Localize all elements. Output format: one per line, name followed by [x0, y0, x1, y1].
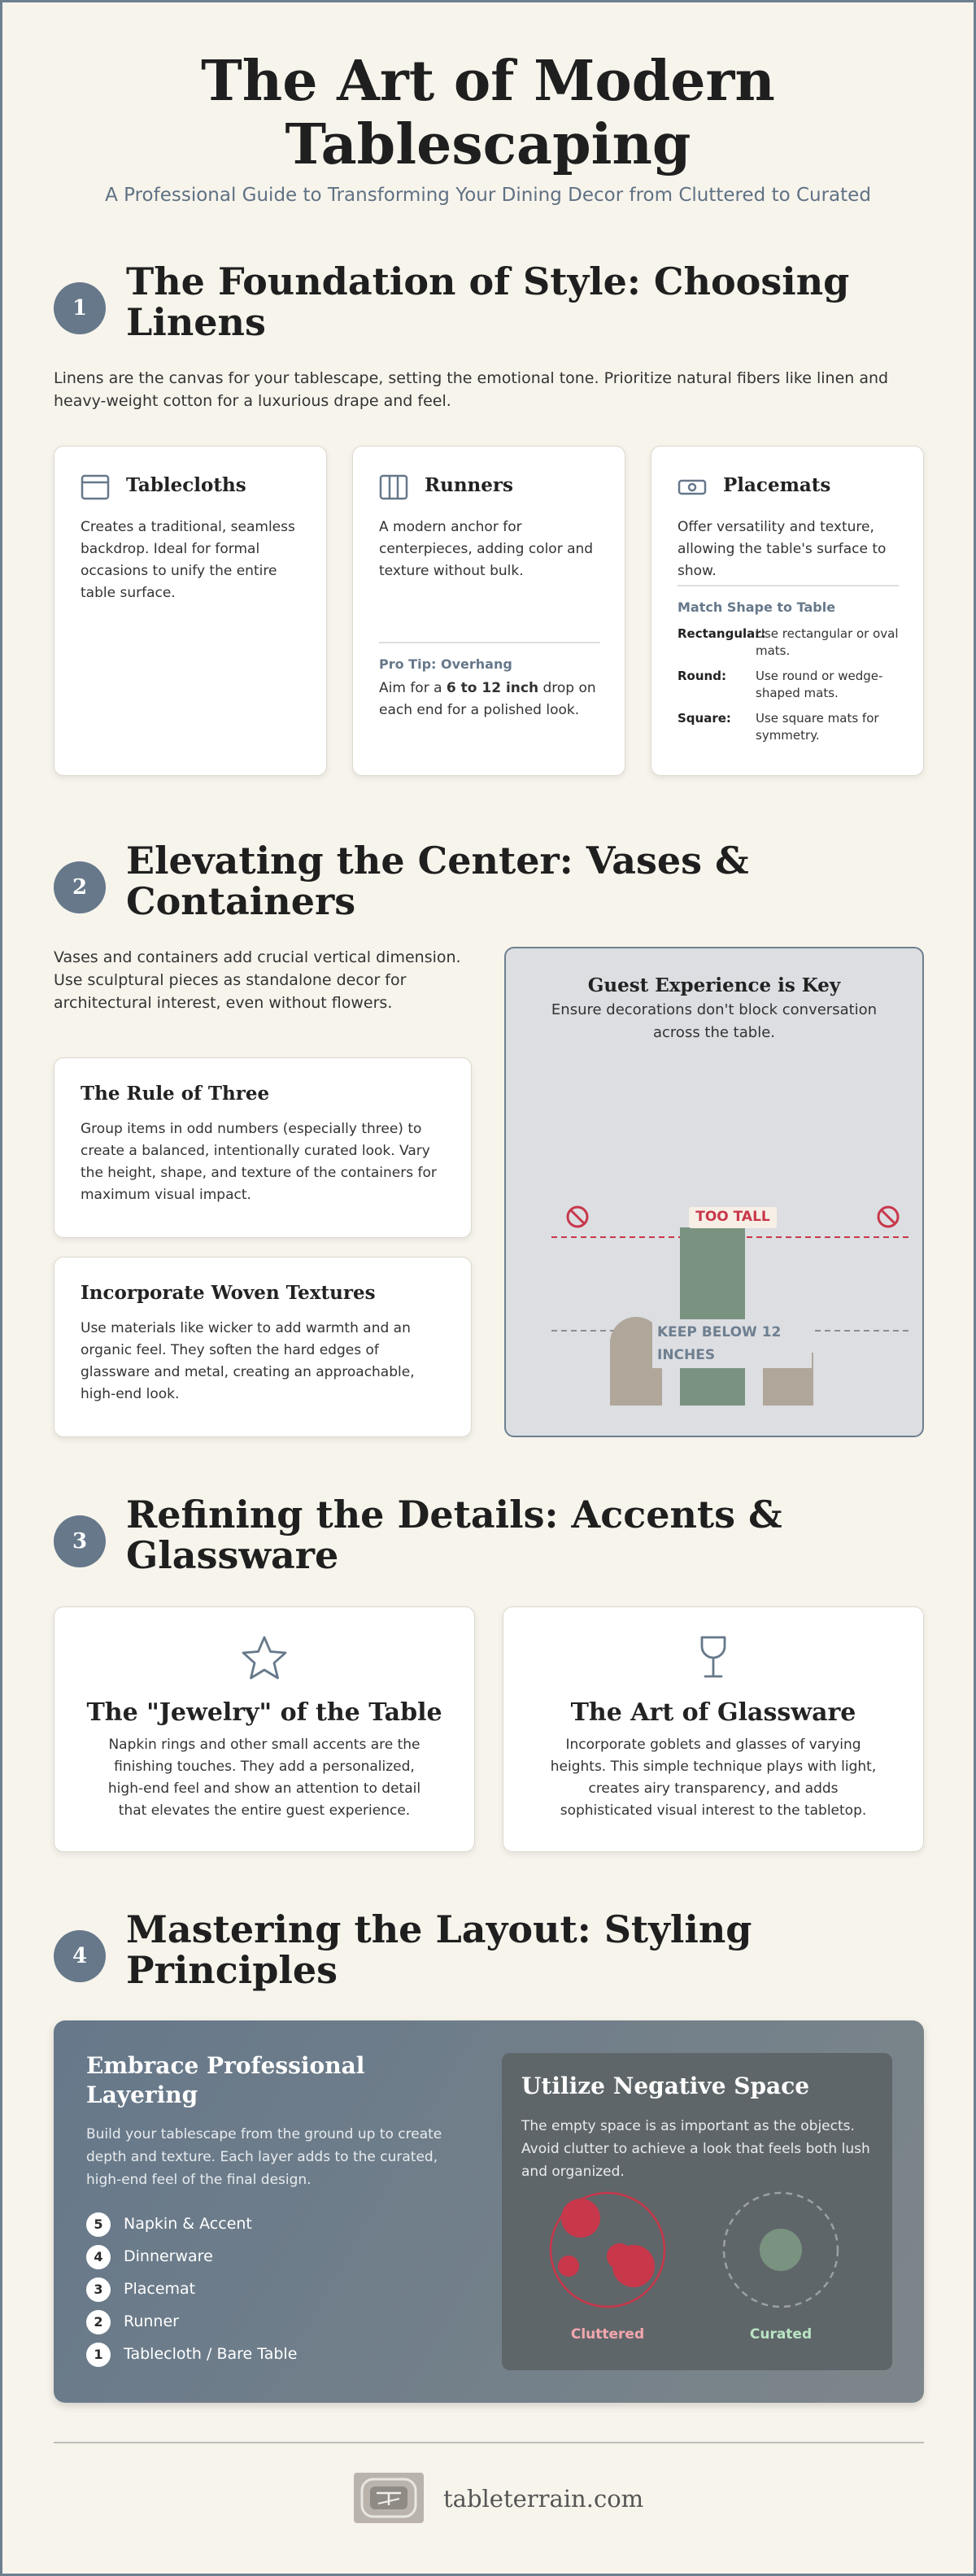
rule-of-three-title: The Rule of Three	[81, 1083, 270, 1105]
section-4-number: 4	[54, 1930, 106, 1982]
no-entry-icon-left	[568, 1207, 587, 1227]
placemats-card	[651, 446, 924, 776]
tableterrain-logo-icon	[354, 2473, 424, 2523]
runners-tip-pre: Aim for a	[379, 680, 447, 696]
footer-divider	[54, 2442, 924, 2443]
guest-experience-subtitle: Ensure decorations don't block conversation across the table.	[551, 1001, 878, 1041]
section-3-title-line2: Glassware	[126, 1533, 339, 1577]
layer-number: 1	[86, 2343, 111, 2367]
tablecloths-title: Tablecloths	[126, 474, 246, 496]
section-2-title-line2: Containers	[126, 879, 356, 923]
section-2-title-line1: Elevating the Center: Vases &	[126, 839, 749, 883]
shape-row-square	[678, 710, 905, 746]
styling-principles-panel	[54, 2020, 924, 2403]
shape-key: Round:	[678, 669, 726, 683]
layer-label: Tablecloth / Bare Table	[124, 2345, 298, 2363]
runners-tip-text	[379, 678, 600, 721]
footer-site-name: tableterrain.com	[443, 2485, 644, 2513]
jewelry-title: The "Jewelry" of the Table	[86, 1698, 442, 1727]
layer-item	[86, 2212, 460, 2237]
runners-divider	[379, 642, 600, 643]
page-title	[2, 50, 974, 177]
cluttered-label: Cluttered	[570, 2326, 645, 2343]
negative-space-diagram	[502, 2191, 892, 2321]
guest-experience-panel	[504, 947, 924, 1437]
woven-textures-text: Use materials like wicker to add warmth and an organic feel. They soften the hard edges of glassware and metal, creating an approachable, high-end look.	[81, 1320, 415, 1402]
runners-tip-label: Pro Tip: Overhang	[379, 656, 512, 672]
star-icon	[240, 1635, 289, 1680]
guest-experience-title: Guest Experience is Key	[587, 974, 841, 996]
window-icon	[81, 474, 110, 500]
section-3-title	[126, 1494, 923, 1576]
section-4-title-line2: Principles	[126, 1948, 338, 1992]
glassware-card	[503, 1606, 924, 1852]
layer-label: Runner	[124, 2312, 179, 2330]
negative-space-text: The empty space is as important as the objects. Avoid clutter to achieve a look that feels both lush and organized.	[521, 2118, 870, 2180]
layer-number: 3	[86, 2277, 111, 2302]
too-tall-label: TOO TALL	[695, 1209, 770, 1225]
glassware-text: Incorporate goblets and glasses of varying heights. This simple technique plays with light, creates airy transparency, and adds sophisticated visual interest to the tabletop.	[550, 1737, 877, 1819]
keep-below-label	[657, 1321, 820, 1366]
section-3-header	[54, 1494, 924, 1584]
runners-card	[352, 446, 625, 776]
cluttered-illustration	[551, 2193, 664, 2307]
section-4-title	[126, 1909, 923, 1990]
page-title-line2: Tablescaping	[285, 112, 691, 177]
section-4-title-line1: Mastering the Layout: Styling	[126, 1907, 752, 1951]
wine-glass-icon	[697, 1635, 730, 1680]
shape-row-rectangular	[678, 625, 905, 661]
section-1-title	[126, 261, 923, 342]
section-1-header	[54, 261, 924, 351]
layering-title: Embrace Professional Layering	[86, 2052, 365, 2108]
layer-label: Napkin & Accent	[124, 2215, 252, 2233]
placemats-text: Offer versatility and texture, allowing the table's surface to show.	[678, 519, 887, 579]
layer-number: 2	[86, 2310, 111, 2334]
keep-below-line2: INCHES	[657, 1347, 716, 1363]
rule-of-three-card	[54, 1057, 472, 1238]
placemats-match-label: Match Shape to Table	[678, 599, 836, 615]
section-1-title-line1: The Foundation of Style: Choosing	[126, 259, 850, 303]
woven-textures-card	[54, 1257, 472, 1437]
tablecloths-text: Creates a traditional, seamless backdrop. Ideal for formal occasions to unify the entire table surface.	[81, 519, 295, 601]
curated-illustration	[724, 2193, 838, 2307]
no-entry-icon-right	[878, 1207, 898, 1227]
layer-number: 4	[86, 2245, 111, 2269]
layer-item	[86, 2277, 460, 2302]
shape-value: Use rectangular or oval mats.	[756, 626, 899, 658]
glassware-title: The Art of Glassware	[570, 1698, 856, 1727]
placemats-title: Placemats	[723, 474, 831, 496]
runners-title: Runners	[425, 474, 513, 496]
section-1-title-line2: Linens	[126, 300, 266, 344]
tall-vase	[680, 1227, 745, 1406]
jewelry-text: Napkin rings and other small accents are the finishing touches. They add a personalized, high-end feel and show an attention to detail that elevates the entire guest experience.	[107, 1737, 421, 1819]
layer-number: 5	[86, 2212, 111, 2237]
woven-textures-title: Incorporate Woven Textures	[81, 1282, 376, 1304]
layer-label: Placemat	[124, 2280, 196, 2298]
page-title-line1: The Art of Modern	[201, 49, 775, 114]
keep-below-line1: KEEP BELOW 12	[657, 1324, 782, 1340]
runners-tip-post: drop on each end for a polished look.	[379, 680, 596, 718]
section-2-header	[54, 840, 924, 930]
curated-label: Curated	[749, 2326, 813, 2343]
page-subtitle: A Professional Guide to Transforming Your Dining Decor from Cluttered to Curated	[105, 185, 871, 206]
shape-key: Square:	[678, 711, 731, 726]
section-2-number: 2	[54, 861, 106, 913]
section-4-header	[54, 1909, 924, 1998]
section-3-title-line1: Refining the Details: Accents &	[126, 1493, 782, 1536]
shape-value: Use round or wedge-shaped mats.	[756, 669, 883, 700]
columns-icon	[379, 474, 408, 500]
negative-space-title: Utilize Negative Space	[521, 2073, 810, 2099]
runners-text: A modern anchor for centerpieces, adding color and texture without bulk.	[379, 519, 594, 579]
layer-item	[86, 2310, 460, 2334]
tablecloths-card	[54, 446, 327, 776]
section-3-number: 3	[54, 1515, 106, 1567]
shape-key: Rectangular:	[678, 626, 766, 641]
negative-space-box	[502, 2053, 892, 2370]
money-bill-icon	[678, 474, 707, 500]
section-2-intro: Vases and containers add crucial vertical dimension. Use sculptural pieces as standalone decor for architectural interest, even without flowers.	[54, 948, 461, 1012]
jewelry-card	[54, 1606, 475, 1852]
shape-row-round	[678, 668, 905, 704]
section-2-title	[126, 840, 923, 922]
rule-of-three-text: Group items in odd numbers (especially three) to create a balanced, intentionally curated look. Vary the height, shape, and texture of the containers for maximum visual impact.	[81, 1121, 437, 1203]
runners-tip-bold: 6 to 12 inch	[446, 680, 539, 696]
section-1-number: 1	[54, 282, 106, 334]
layer-item	[86, 2343, 460, 2367]
placemats-divider	[678, 585, 899, 586]
layer-item	[86, 2245, 460, 2269]
shape-value: Use square mats for symmetry.	[756, 711, 879, 743]
section-1-intro: Linens are the canvas for your tablescape, setting the emotional tone. Prioritize natural fibers like linen and heavy-weight cotton for a luxurious drape and feel.	[54, 369, 889, 410]
layer-label: Dinnerware	[124, 2247, 213, 2265]
layering-text: Build your tablescape from the ground up to create depth and texture. Each layer adds to the curated, high-end feel of the final design.	[86, 2126, 442, 2188]
